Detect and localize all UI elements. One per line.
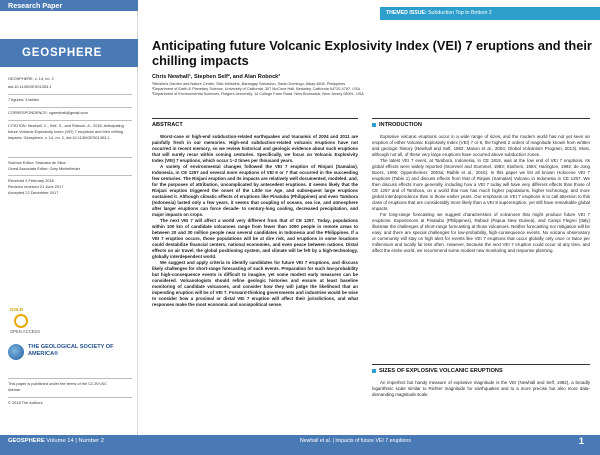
sidebar-divider bbox=[8, 157, 132, 158]
editors: Science Editor: Shanaka de Silva Guest Associate Editor: Gary Michelfelder bbox=[8, 160, 81, 171]
page-number: 1 bbox=[578, 436, 584, 447]
figure-counts: 7 figures; 3 tables bbox=[8, 97, 39, 102]
intro-paragraph: Explosive volcanic eruptions occur in a wide range of sizes, and the modern world has not yet seen an eruption of either Volcanic Explosivity Index (VEI) 7 or 8, the highest 2 orders of magnitude known from written and geologic history (Newhall and Self, 1982; Mason et al., 2004; Global Volcanism Program, 2013). Most, although not all, of these very large eruptions have occurred above subduction zones. bbox=[372, 134, 590, 157]
running-head: Newhall et al. | Impacts of future VEI 7 eruptions bbox=[300, 438, 411, 444]
intro-paragraph: The latest VEI 7 event, at Tambora, Indonesia, in CE 1815, was at the low end of VEI 7 eruptions. Its global effects were widely reported (Stommel and Stommel, 1983; Stothers, 1984; Harington, 1992; de Jong Boers, 1995; Oppenheimer, 2003a; Raible et al., 2016). In this paper we list all known Holocene VEI 7 eruptions (Table 1) and discuss effects from that of Rinjani (Samalas) Volcano in Indonesia in CE 1257. We then discuss effects more generally, including how a VEI 7 today will have very different effects than those of CE 1257 and of Tambora, on a world that now has much higher populations, higher technology, and more global interdependence than in those earlier years. Our emphasis on VEI 7 eruptions is to call attention to this class of eruptions that are considerably more likely than a VEI 8 supereruption, yet still have remarkable global impacts. bbox=[372, 158, 590, 211]
sidebar-divider bbox=[8, 175, 132, 176]
submission-dates: Received 9 February 2016 Revision received 21 June 2017 Accepted 22 December 2017 bbox=[8, 178, 64, 195]
section-marker-icon bbox=[372, 369, 376, 373]
oa-gold-label: GOLD bbox=[10, 307, 23, 312]
intro-rule bbox=[372, 118, 590, 119]
citation-text: CITATION: Newhall, C., Self, S., and Robock, A., 2018, Anticipating future Volcanic Explosivity Index (VEI) 7 eruptions and their chilling impacts: Geosphere, v. 14, no. 2, doi:10.1130/GES01353.1. bbox=[8, 123, 124, 140]
sizes-paragraph: An imperfect but handy measure of explosive magnitude is the VEI (Newhall and Self, 1982), a broadly logarithmic scale similar to Richter magnitude for earthquakes and to a more precise but also more data-demanding magnitude scale. bbox=[372, 380, 590, 397]
intro-paragraph: For long-range forecasting we suggest characteristics of volcanoes that might produce future VEI 7 eruptions. Experiences at Pinatubo (Philippines), Rabaul (Papua New Guinea), and Campi Flegrei (Italy) illustrate the challenges of short-range forecasting at those volcanoes. Neither forecasting nor mitigation will be easy, and there are special challenges for low-probability, high-consequence events. No volcano observatory or community will stay on high alert for events like VEI 7 eruptions that occur globally only once or twice per millennium and locally far less often. However, because the next VEI 7 eruption could occur at any time, and affect the entire world, we recommend some modest new monitoring and response planning. bbox=[372, 212, 590, 253]
abstract-rule bbox=[152, 118, 358, 119]
sidebar-divider bbox=[8, 94, 132, 95]
footer-volume: Volume 14 | Number 2 bbox=[46, 438, 104, 444]
abstract-paragraph: We suggest and apply criteria to identify candidates for future VEI 7 eruptions, and discuss likely challenges for short-range forecasting of such events. Preparation for such low-probability but high-consequence events is difficult to imagine, yet some modest early measures can be considered. Volcanologists should refine geologic histories and ensure at least baseline monitoring of candidate volcanoes, and consider how they will judge the likelihood that an impending eruption will be of VEI 7. Forward-thinking governments and industries would be wise to consider how a proximal or distal VEI 7 eruption will affect their jurisdictions, and what responses make the most economic and sociopolitical sense. bbox=[152, 260, 358, 307]
themed-issue-banner bbox=[380, 7, 600, 20]
gsa-logo bbox=[8, 343, 134, 365]
oa-label: OPEN ACCESS bbox=[10, 329, 41, 334]
affiliation-2: ²Department of Earth & Planetary Science, University of California, 307 McCone Hall, Berkeley, California 94720-4767, USA bbox=[152, 87, 361, 92]
intro-heading bbox=[372, 120, 422, 130]
section-marker-icon bbox=[372, 123, 376, 127]
journal-brand: GEOSPHERE bbox=[0, 39, 138, 67]
intro-body bbox=[372, 134, 590, 254]
abstract-heading: ABSTRACT bbox=[152, 122, 183, 128]
affiliation-1: ¹Mirisbiris Garden and Nature Center, Sitio Mirisbiris, Barangay Salvacion, Santo Domingo, Albay 4508, Philippines bbox=[152, 82, 346, 86]
sizes-heading bbox=[372, 366, 503, 376]
abstract-paragraph: A variety of environmental changes followed the VEI 7 eruption of Rinjani (Samalas), Indonesia, in CE 1257 and several more eruptions of VEI 6 or 7 that occurred in the succeeding few centuries. The Rinjani eruption and its impacts are relatively well documented, modeled, and, for the purposes of attribution, uncomplicated by antecedent eruptions. It seems likely that the Rinjani eruption triggered the onset of the Little Ice Age, and subsequent large eruptions sustained it. Although climatic effects of eruptions like Pinatubo (Philippines) and even Tambora (Indonesia) lasted only a few years, it seems that coupling of oceans, sea ice, and atmosphere after larger eruptions can force decade- to century-long cooling, decreased precipitation, and major impacts on crops. bbox=[152, 164, 358, 217]
open-access-logo bbox=[8, 307, 48, 335]
globe-icon bbox=[8, 344, 24, 360]
intro-heading-text: INTRODUCTION bbox=[379, 122, 422, 128]
affiliation-3: ³Department of Environmental Sciences, Rutgers University, 14 College Farm Road, New Brunswick, New Jersey 08901, USA bbox=[152, 92, 364, 97]
article-title: Anticipating future Volcanic Explosivity Index (VEI) 7 eruptions and their chilling impacts bbox=[152, 38, 592, 68]
affiliations bbox=[152, 82, 592, 98]
sizes-rule bbox=[372, 364, 590, 365]
gsa-name: THE GEOLOGICAL SOCIETY OF AMERICA® bbox=[28, 344, 114, 357]
abstract-body bbox=[152, 134, 358, 308]
doi[interactable]: doi:10.1130/GES01353.1 bbox=[8, 84, 52, 89]
open-access-icon bbox=[14, 314, 28, 328]
theme-label: THEMED ISSUE: bbox=[386, 10, 427, 16]
abstract-paragraph: The next VEI 7 will affect a world very different from that of CE 1257. Today, populations within 100 km of candidate volcanoes range from fewer than 1000 people in remote areas to between 20 and 30 million people near several candidates in Indonesia and the Philippines. If a VEI 7 eruption occurs, those populations will be at dire risk, and eruptions in some locations could destabilize financial centers, national economies, and even peace between nations. Distal effects on air travel, the global positioning system, and climate will be felt by a high-technology, globally interdependent world. bbox=[152, 218, 358, 259]
sidebar-divider bbox=[8, 107, 132, 108]
license-text: This paper is published under the terms of the CC-BY-NC license. bbox=[8, 381, 107, 392]
citation-line: GEOSPHERE, v. 14, no. 2 bbox=[8, 76, 54, 81]
page-footer bbox=[0, 435, 600, 455]
sizes-body bbox=[372, 380, 590, 428]
sidebar bbox=[0, 11, 138, 442]
sidebar-divider bbox=[8, 397, 132, 398]
research-paper-label: Research Paper bbox=[0, 0, 138, 11]
sidebar-divider bbox=[8, 378, 132, 379]
authors: Chris Newhall¹, Stephen Self², and Alan Robock³ bbox=[152, 74, 281, 80]
correspondence[interactable]: CORRESPONDENCE: cgnewhall@gmail.com bbox=[8, 110, 88, 115]
sidebar-divider bbox=[8, 120, 132, 121]
footer-journal-name: GEOSPHERE bbox=[8, 438, 45, 444]
theme-name: Subduction Top to Bottom 2 bbox=[428, 10, 492, 16]
abstract-paragraph: Worst-case or high-end subduction-related earthquakes and tsunamis of 2004 and 2011 are painfully fresh in our memories. High-end subduction-related volcanic eruptions have not occurred in recent memory, so we review historical and geologic evidence about such eruptions that will surely recur within coming centuries. Specifically, we focus on Volcanic Explosivity Index (VEI) 7 eruptions, which occur 1–2 times per thousand years. bbox=[152, 134, 358, 163]
footer-journal bbox=[8, 435, 104, 448]
sizes-heading-text: SIZES OF EXPLOSIVE VOLCANIC ERUPTIONS bbox=[379, 368, 503, 374]
copyright: © 2018 The Authors bbox=[8, 400, 43, 405]
